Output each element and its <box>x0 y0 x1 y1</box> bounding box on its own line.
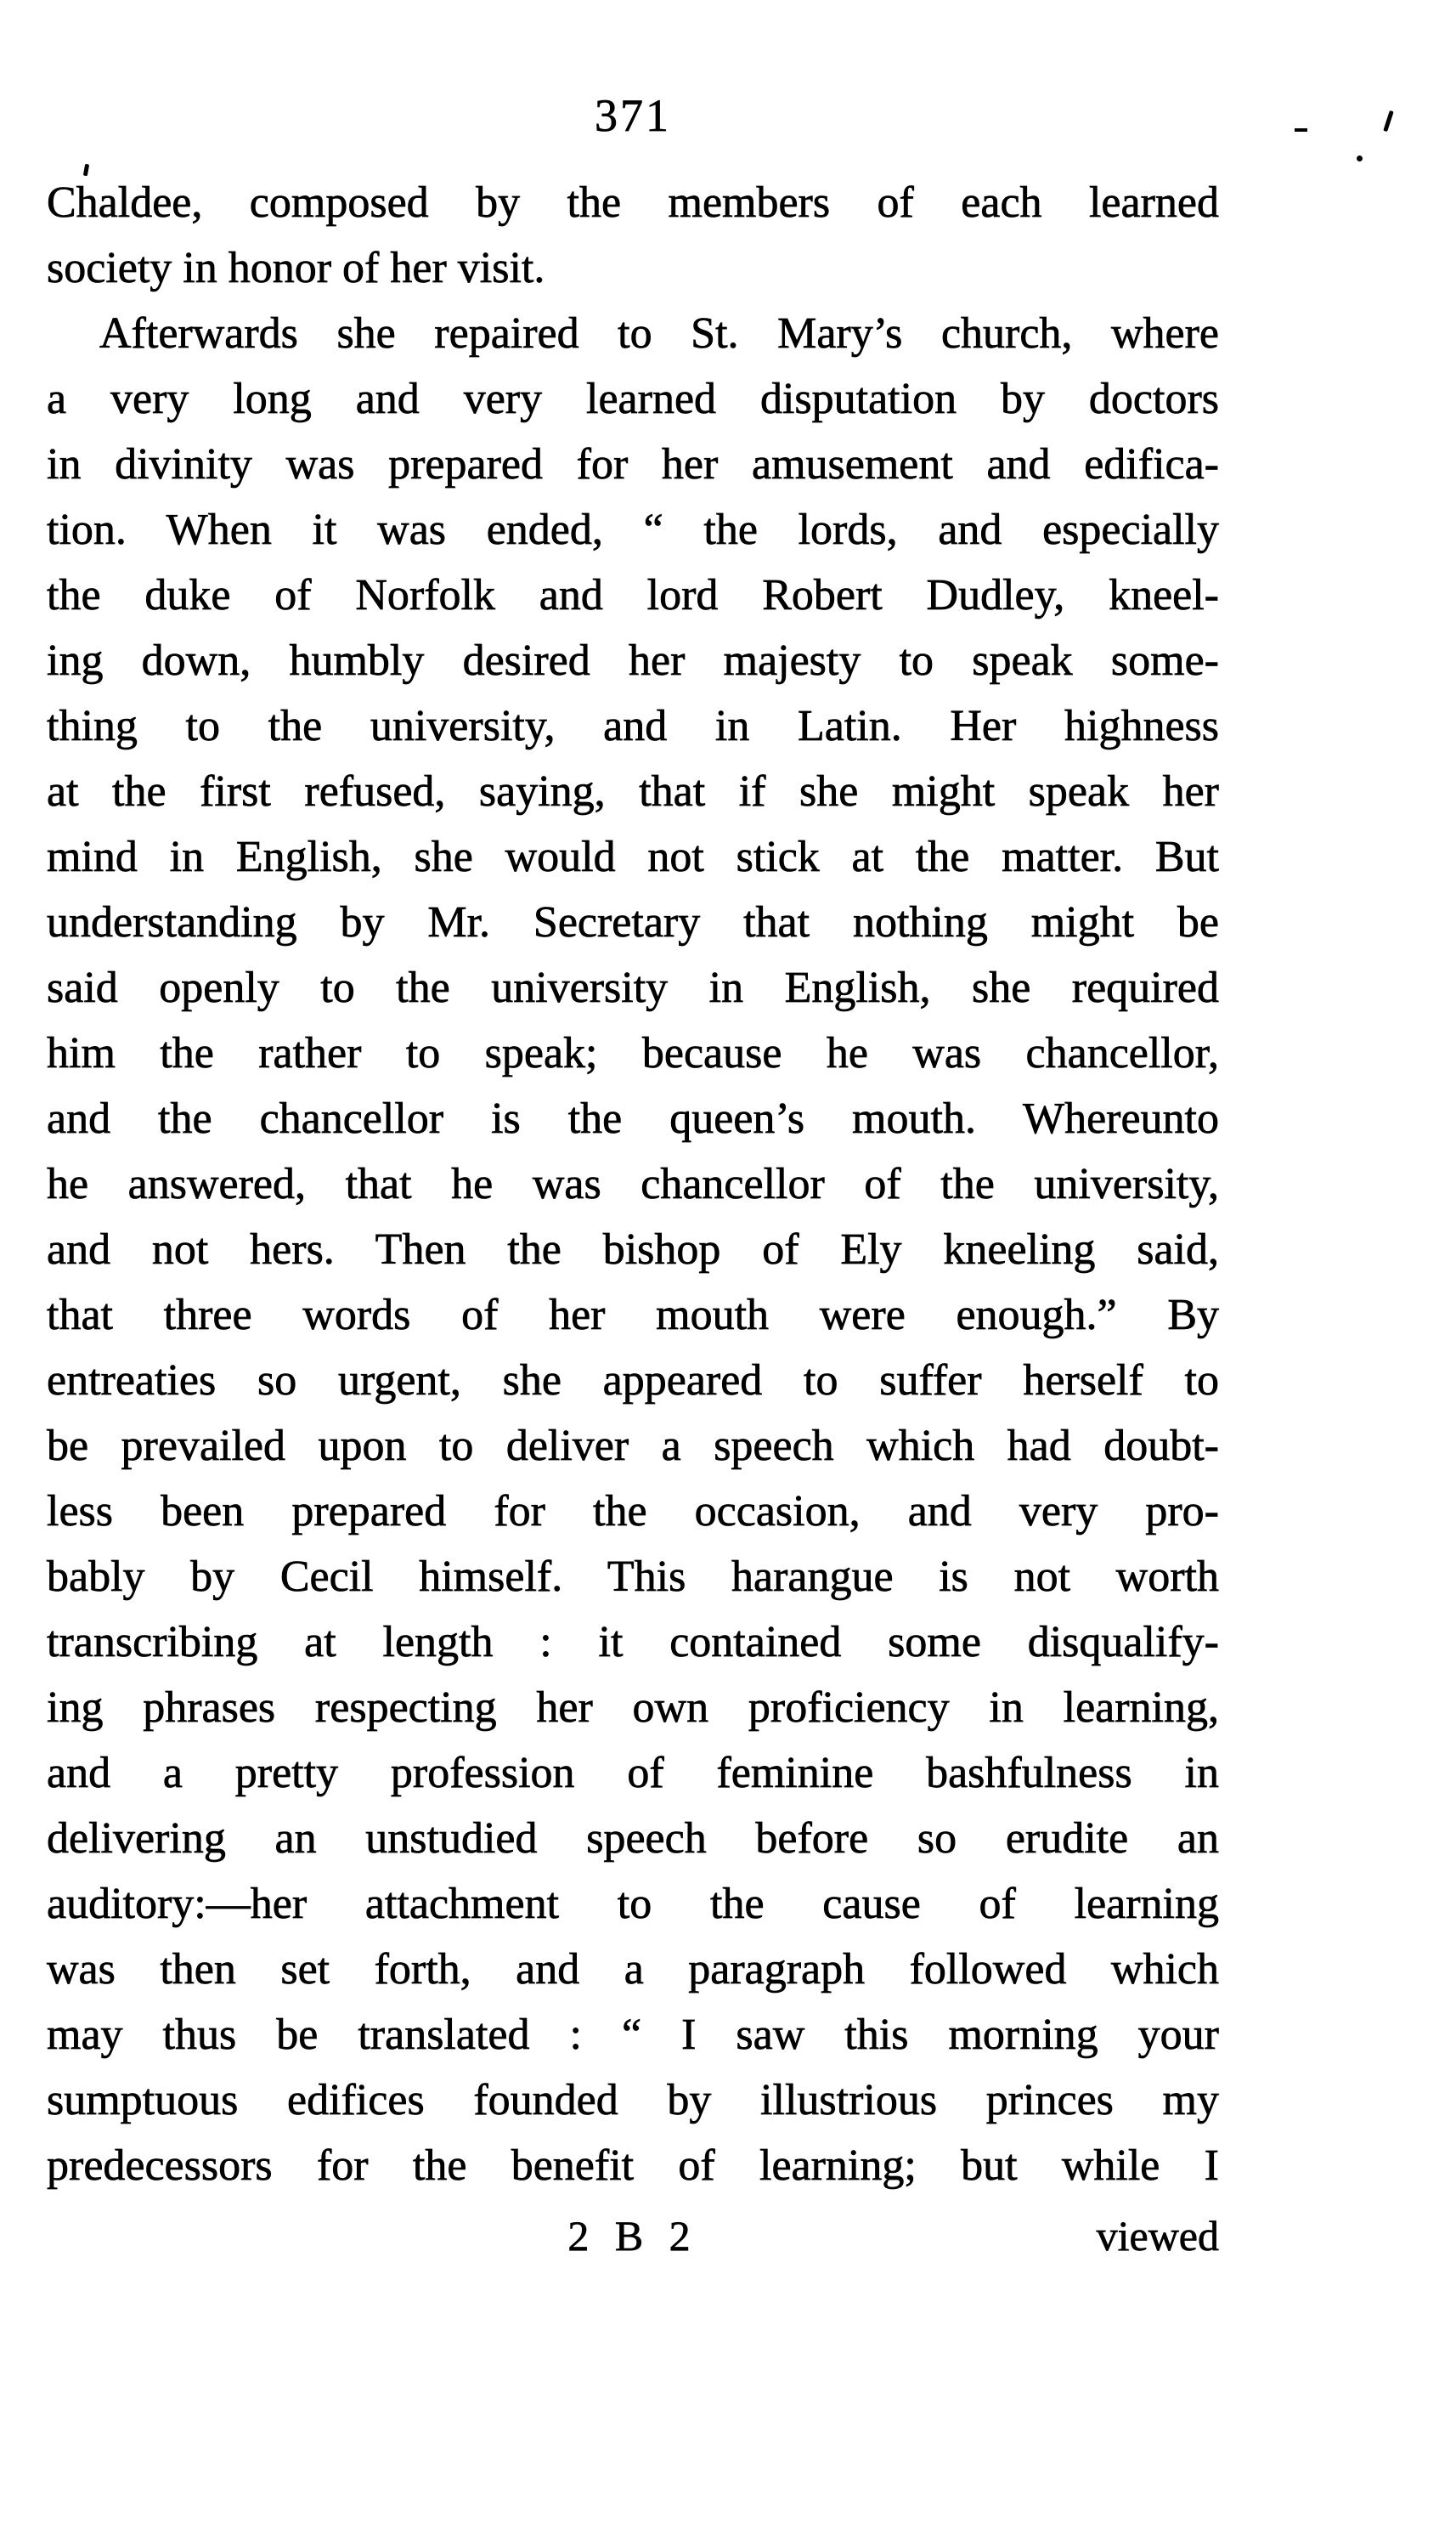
text-line: he answered, that he was chancellor of the university, <box>47 1160 1219 1208</box>
page-number: 371 <box>595 90 671 141</box>
text-line: auditory:—her attachment to the cause of learning <box>47 1880 1219 1928</box>
scan-artifact <box>1357 156 1363 161</box>
text-line: him the rather to speak; because he was chancellor, <box>47 1029 1219 1078</box>
text-line: Chaldee, composed by the members of each learned <box>47 178 1219 227</box>
text-line: at the first refused, saying, that if she might speak her <box>47 767 1219 816</box>
footer-row <box>47 2203 1219 2269</box>
text-line: less been prepared for the occasion, and very pro- <box>47 1487 1219 1536</box>
signature-mark: 2 B 2 <box>567 2212 698 2260</box>
text-line: understanding by Mr. Secretary that nothing might be <box>47 898 1219 947</box>
text-line: was then set forth, and a paragraph followed which <box>47 1945 1219 1994</box>
text-line: society in honor of her visit. <box>47 244 545 292</box>
text-line: transcribing at length : it contained some disqualify- <box>47 1618 1219 1666</box>
text-line: tion. When it was ended, “ the lords, and especially <box>47 506 1219 554</box>
text-line: delivering an unstudied speech before so erudite an <box>47 1814 1219 1863</box>
catchword: viewed <box>1096 2212 1219 2260</box>
text-line: in divinity was prepared for her amusement and edifica- <box>47 440 1219 489</box>
text-line: a very long and very learned disputation by doctors <box>47 375 1219 423</box>
text-line: and not hers. Then the bishop of Ely kneeling said, <box>47 1225 1219 1274</box>
scan-artifact <box>1295 128 1307 132</box>
text-line: mind in English, she would not stick at the matter. But <box>47 833 1219 881</box>
text-line: and the chancellor is the queen’s mouth. Whereunto <box>47 1094 1219 1143</box>
text-line: predecessors for the benefit of learning; but while I <box>47 2141 1219 2190</box>
text-line: may thus be translated : “ I saw this morning your <box>47 2011 1219 2059</box>
text-line: entreaties so urgent, she appeared to suffer herself to <box>47 1356 1219 1405</box>
text-line: said openly to the university in English, she required <box>47 964 1219 1012</box>
text-line: and a pretty profession of feminine bashfulness in <box>47 1749 1219 1797</box>
text-line: ing phrases respecting her own proficiency in learning, <box>47 1683 1219 1732</box>
scan-artifact <box>1383 110 1393 132</box>
text-line: sumptuous edifices founded by illustrious princes my <box>47 2076 1219 2124</box>
text-line: the duke of Norfolk and lord Robert Dudley, kneel- <box>47 571 1219 619</box>
text-line: bably by Cecil himself. This harangue is not worth <box>47 1553 1219 1601</box>
text-line: that three words of her mouth were enough.” By <box>47 1291 1219 1339</box>
text-block <box>47 170 1219 2198</box>
text-line: ing down, humbly desired her majesty to speak some- <box>47 636 1219 685</box>
text-line: thing to the university, and in Latin. Her highness <box>47 702 1219 750</box>
text-line: Afterwards she repaired to St. Mary’s church, where <box>99 309 1219 358</box>
text-line: be prevailed upon to deliver a speech which had doubt- <box>47 1422 1219 1470</box>
